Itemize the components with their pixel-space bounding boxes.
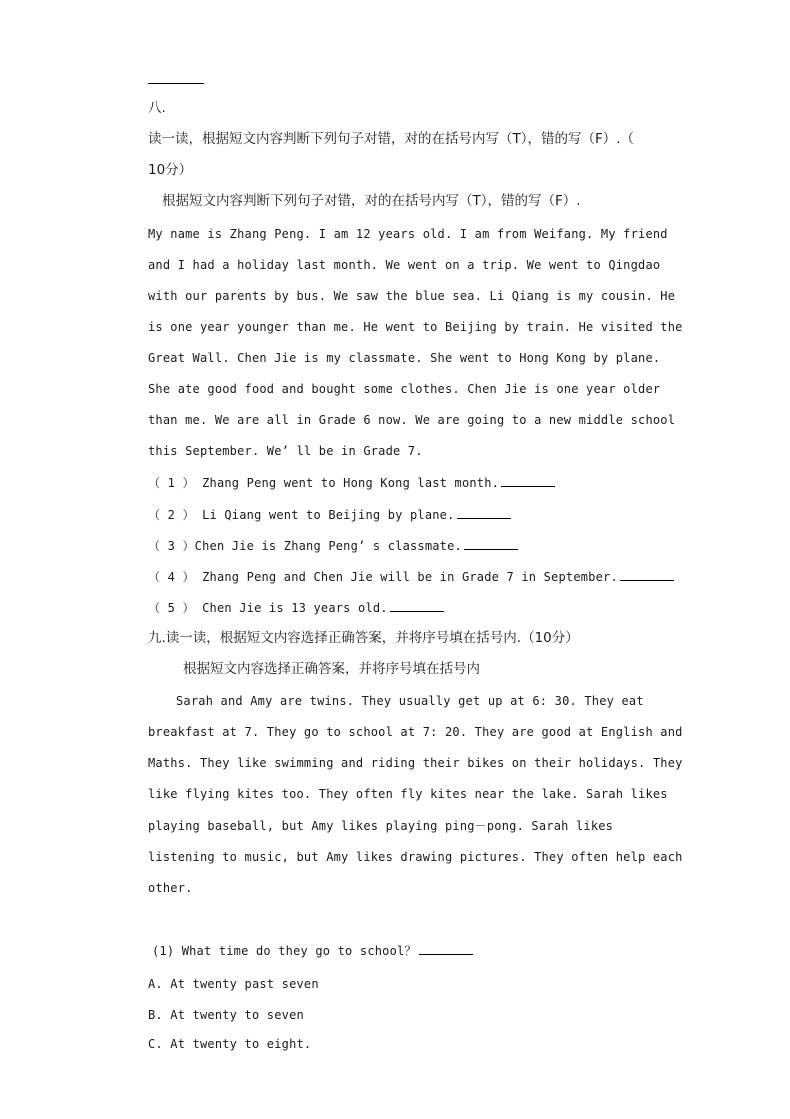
passage-line: is one year younger than me. He went to Beijing by train. He visited the xyxy=(148,320,683,334)
passage-line: Great Wall. Chen Jie is my classmate. She went to Hong Kong by plane. xyxy=(148,351,661,365)
passage-line: with our parents by bus. We saw the blue sea. Li Qiang is my cousin. He xyxy=(148,289,676,303)
question-text: （ 4 ） Zhang Peng and Chen Jie will be in Grade 7 in September. xyxy=(148,570,618,584)
question-text: (1) What time do they go to school？ xyxy=(152,944,417,958)
passage-line: this September. We’ ll be in Grade 7. xyxy=(148,444,423,458)
section-8-instruction-cont: 10分） xyxy=(148,162,193,178)
answer-blank[interactable] xyxy=(501,474,555,487)
question-text: （ 1 ） Zhang Peng went to Hong Kong last month. xyxy=(148,476,500,490)
question-5 xyxy=(148,599,444,616)
option-a: A. At twenty past seven xyxy=(148,977,319,991)
question-1 xyxy=(148,474,555,491)
passage-line: breakfast at 7. They go to school at 7: 20. They are good at English and xyxy=(148,725,683,739)
passage-line: Sarah and Amy are twins. They usually get up at 6: 30. They eat xyxy=(176,694,644,708)
question-text: （ 3 ）Chen Jie is Zhang Peng’ s classmate. xyxy=(148,539,462,553)
section-8-instruction: 读一读，根据短文内容判断下列句子对错，对的在括号内写（T），错的写（F）.（ xyxy=(148,131,635,147)
option-b: B. At twenty to seven xyxy=(148,1008,304,1022)
answer-blank[interactable] xyxy=(419,942,473,955)
question-3 xyxy=(148,537,518,554)
section-9-heading: 九.读一读，根据短文内容选择正确答案，并将序号填在括号内.（10分） xyxy=(148,630,579,646)
passage-line: and I had a holiday last month. We went on a trip. We went to Qingdao xyxy=(148,258,661,272)
passage-line: My name is Zhang Peng. I am 12 years old. I am from Weifang. My friend xyxy=(148,227,668,241)
answer-blank-rule xyxy=(148,83,204,84)
section-8-sub-instruction: 根据短文内容判断下列句子对错，对的在括号内写（T），错的写（F）. xyxy=(162,193,581,209)
question-2 xyxy=(148,506,511,523)
section-8-heading: 八. xyxy=(148,100,166,116)
passage-line: than me. We are all in Grade 6 now. We are going to a new middle school xyxy=(148,413,676,427)
question-text: （ 5 ） Chen Jie is 13 years old. xyxy=(148,601,388,615)
passage-line: listening to music, but Amy likes drawing pictures. They often help each xyxy=(148,850,683,864)
question-4 xyxy=(148,568,674,585)
mc-question-1 xyxy=(152,942,473,959)
answer-blank[interactable] xyxy=(464,537,518,550)
section-9-sub-instruction: 根据短文内容选择正确答案，并将序号填在括号内 xyxy=(183,661,480,677)
passage-line: like flying kites too. They often fly kites near the lake. Sarah likes xyxy=(148,787,668,801)
answer-blank[interactable] xyxy=(457,506,511,519)
answer-blank[interactable] xyxy=(390,599,444,612)
passage-line: She ate good food and bought some clothes. Chen Jie is one year older xyxy=(148,382,661,396)
question-text: （ 2 ） Li Qiang went to Beijing by plane. xyxy=(148,508,455,522)
option-c: C. At twenty to eight. xyxy=(148,1037,312,1051)
passage-line: Maths. They like swimming and riding their bikes on their holidays. They xyxy=(148,756,683,770)
passage-line: playing baseball, but Amy likes playing ping－pong. Sarah likes xyxy=(148,819,614,833)
answer-blank[interactable] xyxy=(620,568,674,581)
passage-line: other. xyxy=(148,881,193,895)
